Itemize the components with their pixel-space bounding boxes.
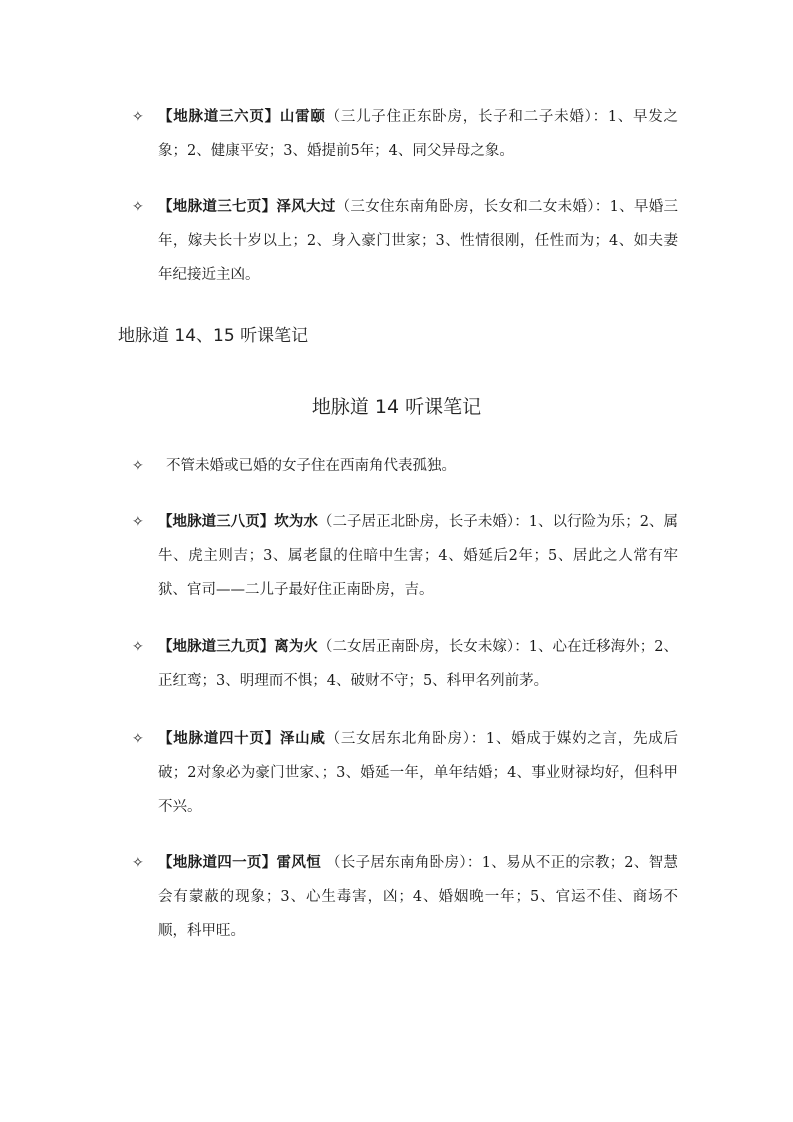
list-item-body: （二子居正北卧房，长子未婚）：1、以行险为乐；2、属牛、虎主则吉；3、属老鼠的住暗中生害；4、婚延后2年；5、居此之人常有牢狱、官司——二儿子最好住正南卧房，吉。: [158, 514, 679, 598]
list-item-text: [158, 722, 678, 824]
diamond-bullet-icon: ✧: [132, 639, 144, 655]
list-item-body: （三女住东南角卧房，长女和二女未婚）：1、早婚三年，嫁夫长十岁以上；2、身入豪门世家；3、性情很刚，任性而为；4、如夫妻年纪接近主凶。: [158, 199, 678, 283]
list-item-body: （三女居东北角卧房）：1、婚成于媒妁之言，先成后破；2对象必为豪门世家、；3、婚延一年，单年结婚；4、事业财禄均好，但科甲不兴。: [158, 731, 678, 815]
diamond-bullet-icon: ✧: [132, 109, 144, 125]
diamond-bullet-icon: ✧: [132, 458, 144, 474]
list-item-body: （三儿子住正东卧房，长子和二子未婚）：1、早发之象；2、健康平安；3、婚提前5年；4、同父异母之象。: [158, 109, 678, 159]
list-item-body: （长子居东南角卧房）：1、易从不正的宗教；2、智慧会有蒙蔽的现象；3、心生毒害，凶；4、婚姻晚一年；5、官运不佳、商场不顺，科甲旺。: [158, 855, 678, 939]
list-item-title: 【地脉道四一页】雷风恒: [158, 854, 322, 871]
list-item-text: [158, 100, 678, 168]
list-item-body: （二女居正南卧房，长女未嫁）：1、心在迁移海外；2、正红鸾；3、明理而不惧；4、破财不守；5、科甲名列前茅。: [158, 639, 679, 689]
list-item-text: 不管未婚或已婚的女子住在西南角代表孤独。: [166, 458, 456, 474]
diamond-bullet-icon: ✧: [132, 855, 144, 871]
diamond-bullet-icon: ✧: [132, 199, 144, 215]
list-item-text: [158, 846, 678, 948]
list-item-text: [158, 630, 678, 698]
subsection-heading: 地脉道 14 听课笔记: [311, 396, 482, 418]
section-heading: 地脉道 14、15 听课笔记: [118, 326, 309, 346]
list-item-title: 【地脉道四十页】泽山咸: [158, 730, 326, 747]
list-item-text: [158, 190, 678, 292]
diamond-bullet-icon: ✧: [132, 731, 144, 747]
list-item-text: [158, 505, 678, 607]
diamond-bullet-icon: ✧: [132, 514, 144, 530]
list-item-title: 【地脉道三六页】山雷颐: [158, 108, 326, 125]
list-item-title: 【地脉道三九页】离为火: [158, 638, 318, 655]
list-item-title: 【地脉道三八页】坎为水: [158, 513, 318, 530]
list-item-title: 【地脉道三七页】泽风大过: [158, 198, 336, 215]
